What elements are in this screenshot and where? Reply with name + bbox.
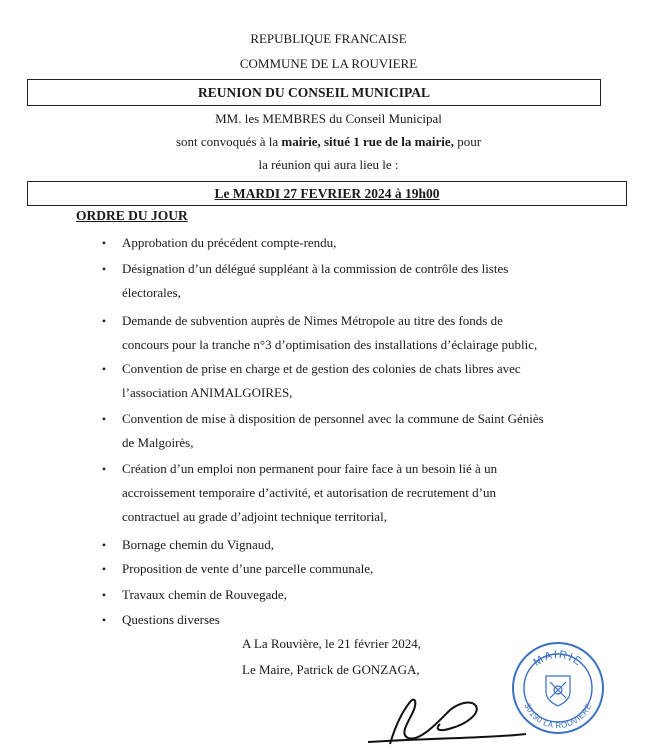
agenda-item-line: Convention de prise en charge et de gestion des colonies de chats libres avec — [122, 361, 521, 376]
agenda-item-line: Travaux chemin de Rouvegade, — [122, 587, 287, 602]
agenda-item — [122, 407, 592, 455]
handwritten-signature — [360, 682, 530, 746]
list-bullet: • — [101, 462, 107, 476]
agenda-item-line: Convention de mise à disposition de personnel avec la commune de Saint Géniès — [122, 411, 544, 426]
commune-heading: COMMUNE DE LA ROUVIERE — [239, 56, 418, 71]
agenda-item-line: Questions diverses — [122, 612, 220, 627]
meeting-title-box — [27, 79, 601, 106]
meeting-location: mairie, situé 1 rue de la mairie, — [281, 134, 454, 149]
agenda-title: ORDRE DU JOUR — [76, 208, 188, 223]
agenda-item-line: Approbation du précédent compte-rendu, — [122, 235, 337, 250]
list-bullet: • — [101, 538, 107, 552]
agenda-item-line: Création d’un emploi non permanent pour faire face à un besoin lié à un — [122, 461, 498, 476]
list-bullet: • — [101, 362, 107, 376]
list-bullet: • — [101, 562, 107, 576]
list-bullet: • — [101, 613, 107, 627]
agenda-item-line: Désignation d’un délégué suppléant à la commission de contrôle des listes — [122, 261, 509, 276]
agenda-item-line: Bornage chemin du Vignaud, — [122, 537, 275, 552]
list-bullet: • — [101, 412, 107, 426]
meeting-date-box — [27, 181, 627, 206]
agenda-item — [122, 533, 592, 557]
agenda-item — [122, 557, 592, 581]
agenda-item-line: électorales, — [122, 285, 181, 300]
mairie-stamp — [510, 640, 606, 736]
list-bullet: • — [101, 314, 107, 328]
svg-text:MAIRIE — [531, 649, 584, 669]
list-bullet: • — [101, 262, 107, 276]
agenda-item — [122, 231, 592, 255]
meeting-title: REUNION DU CONSEIL MUNICIPAL — [198, 85, 430, 100]
stamp-top-text: MAIRIE — [531, 648, 585, 669]
convocation-line-1: MM. les MEMBRES du Conseil Municipal — [215, 111, 442, 126]
agenda-item-line: l’association ANIMALGOIRES, — [122, 385, 293, 400]
meeting-date: Le MARDI 27 FEVRIER 2024 à 19h00 — [214, 186, 440, 201]
list-bullet: • — [101, 588, 107, 602]
coat-of-arms-emblem — [546, 676, 570, 706]
agenda-item-line: accroissement temporaire d’activité, et autorisation de recrutement d’un — [122, 485, 496, 500]
agenda-item — [122, 608, 592, 632]
agenda-item-line: contractuel au grade d’adjoint technique territorial, — [122, 509, 387, 524]
agenda-item-line: concours pour la tranche n°3 d’optimisation des installations d’éclairage public, — [122, 337, 538, 352]
agenda-item-line: Proposition de vente d’une parcelle communale, — [122, 561, 374, 576]
convocation-text: sont convoqués à la — [175, 134, 282, 149]
signature-place-date: A La Rouvière, le 21 février 2024, — [242, 636, 422, 651]
country-heading: REPUBLIQUE FRANCAISE — [250, 31, 407, 46]
agenda-item-line: Demande de subvention auprès de Nimes Métropole au titre des fonds de — [122, 313, 503, 328]
agenda-item — [122, 309, 592, 357]
list-bullet: • — [101, 236, 107, 250]
convocation-line-2 — [0, 134, 657, 150]
agenda-item — [122, 257, 592, 305]
stamp-bottom-text: 30190 LA ROUVIERE — [522, 701, 594, 731]
agenda-item — [122, 583, 592, 607]
agenda-item — [122, 457, 592, 529]
convocation-text-end: pour — [453, 134, 482, 149]
agenda-item-line: de Malgoirès, — [122, 435, 194, 450]
convocation-line-3: la réunion qui aura lieu le : — [258, 157, 399, 172]
signature-mayor: Le Maire, Patrick de GONZAGA, — [242, 662, 420, 677]
agenda-item — [122, 357, 592, 405]
